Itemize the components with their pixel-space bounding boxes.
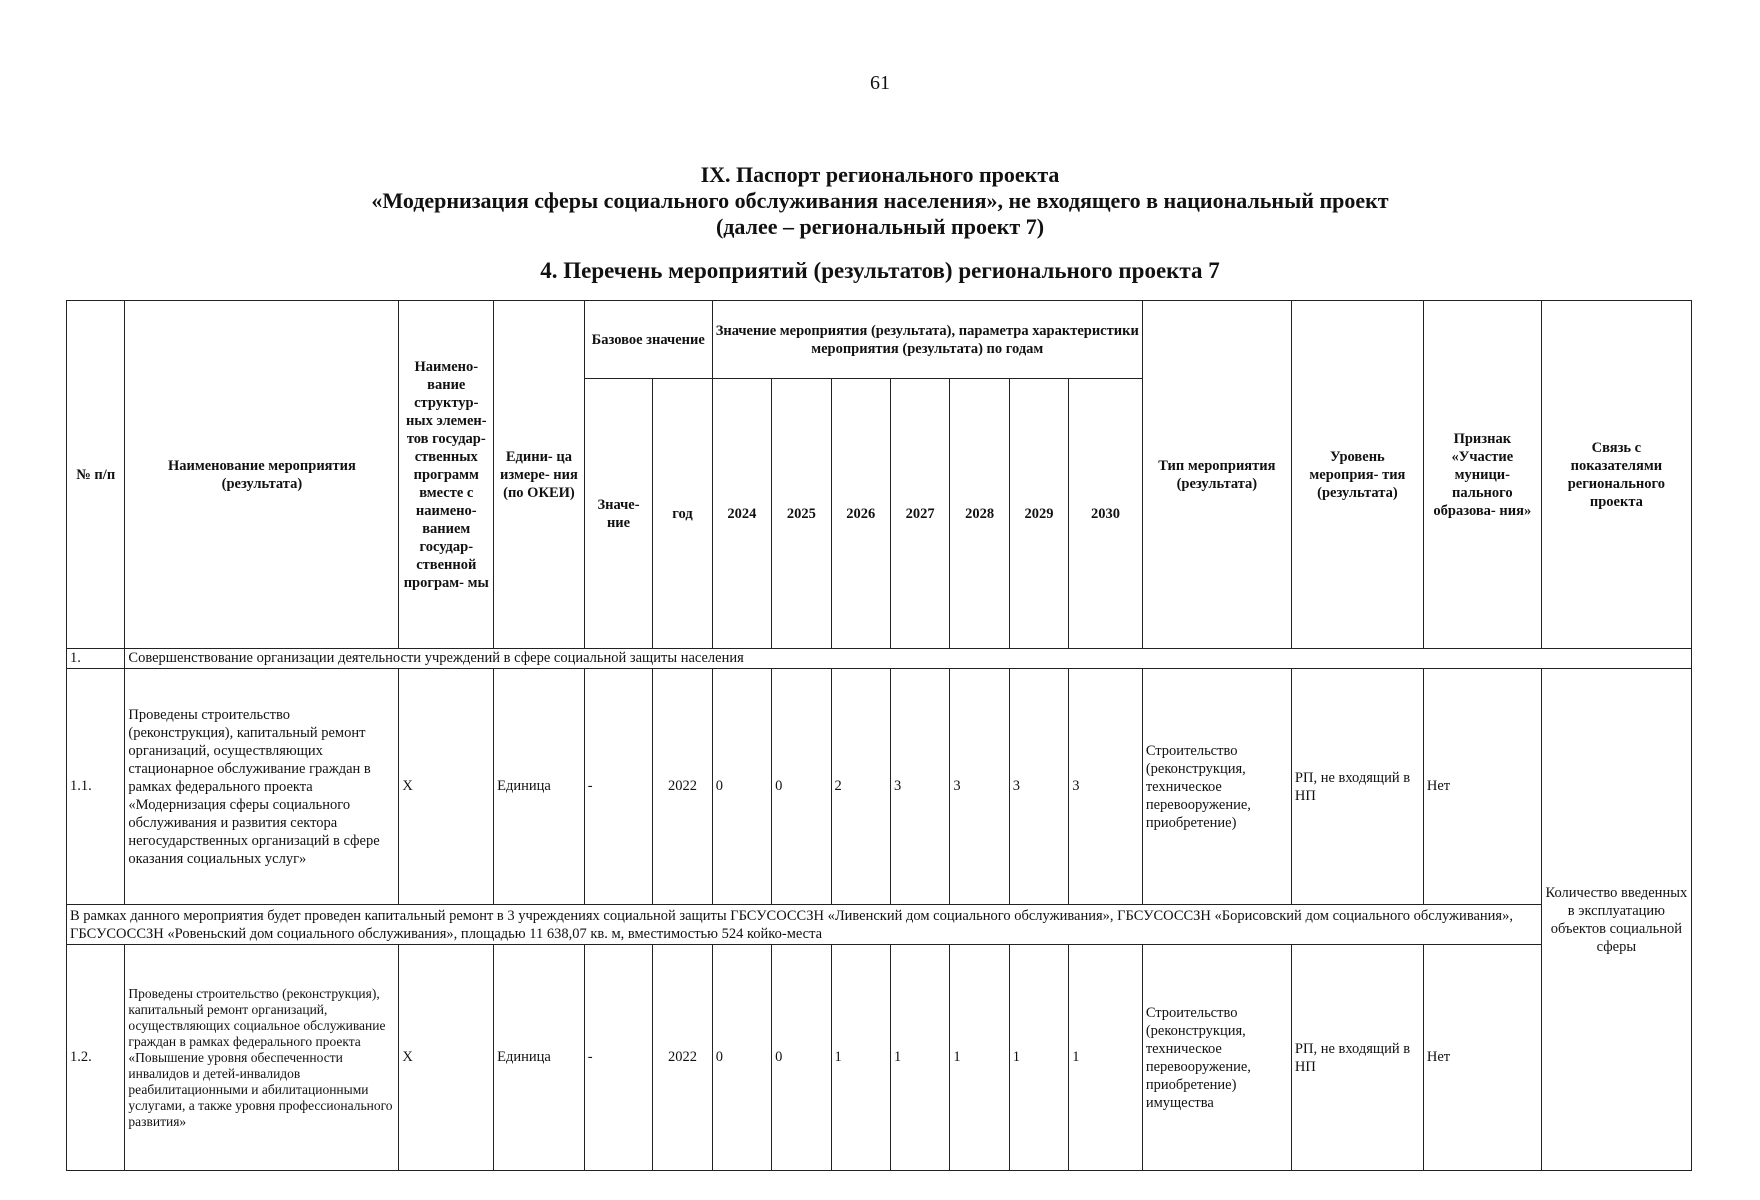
row-value: 1 (890, 945, 949, 1171)
header-base-year: год (653, 379, 712, 649)
row-type: Строительство (реконструкция, техническое перевооружение, приобретение) (1142, 669, 1291, 905)
header-base: Базовое значение (584, 301, 712, 379)
row-municipal: Нет (1423, 669, 1541, 905)
row-value: 1 (950, 945, 1009, 1171)
note-row (67, 905, 1692, 945)
row-municipal: Нет (1423, 945, 1541, 1171)
header-name: Наименование мероприятия (результата) (125, 301, 399, 649)
row-num: 1.2. (67, 945, 125, 1171)
document-title (0, 162, 1760, 240)
row-level: РП, не входящий в НП (1291, 945, 1423, 1171)
table-row (67, 945, 1692, 1171)
row-value: 0 (772, 945, 831, 1171)
row-value: 2 (831, 669, 890, 905)
row-value: 3 (950, 669, 1009, 905)
row-unit: Единица (494, 669, 585, 905)
header-year: 2028 (950, 379, 1009, 649)
row-value: 1 (831, 945, 890, 1171)
section-title: Совершенствование организации деятельности учреждений в сфере социальной защиты населения (125, 649, 1692, 669)
header-year: 2024 (712, 379, 771, 649)
row-num: 1.1. (67, 669, 125, 905)
row-value: 3 (890, 669, 949, 905)
row-value: 1 (1009, 945, 1068, 1171)
row-value: 3 (1009, 669, 1068, 905)
row-struct: Х (399, 945, 494, 1171)
row-value: 0 (772, 669, 831, 905)
header-year: 2025 (772, 379, 831, 649)
title-line-3: (далее – региональный проект 7) (715, 214, 1045, 239)
row-value: 1 (1069, 945, 1143, 1171)
table-row (67, 669, 1692, 905)
header-year: 2026 (831, 379, 890, 649)
row-base-value: - (584, 669, 653, 905)
header-unit: Едини- ца измере- ния (по ОКЕИ) (494, 301, 585, 649)
row-name: Проведены строительство (реконструкция), капитальный ремонт организаций, осуществляющих социальное обслуживание граждан в рамках федерального проекта «Повышение уровня обеспеченности инвалидов и детей-инвалидов реабилитационными и абилитационными услугами, а также уровня профессионального развития» (125, 945, 399, 1171)
header-years-group: Значение мероприятия (результата), параметра характеристики мероприятия (результата) по годам (712, 301, 1142, 379)
row-base-year: 2022 (653, 945, 712, 1171)
row-unit: Единица (494, 945, 585, 1171)
header-row-1 (67, 301, 1692, 379)
section-row (67, 649, 1692, 669)
row-link: Количество введенных в эксплуатацию объектов социальной сферы (1541, 669, 1691, 1171)
header-year: 2029 (1009, 379, 1068, 649)
row-base-year: 2022 (653, 669, 712, 905)
header-base-value: Значе- ние (584, 379, 653, 649)
header-link: Связь с показателями регионального проекта (1541, 301, 1691, 649)
header-type: Тип мероприятия (результата) (1142, 301, 1291, 649)
row-value: 0 (712, 945, 771, 1171)
row-base-value: - (584, 945, 653, 1171)
page-number: 61 (870, 72, 890, 94)
row-level: РП, не входящий в НП (1291, 669, 1423, 905)
title-line-2: «Модернизация сферы социального обслуживания населения», не входящего в национальный проект (371, 188, 1389, 213)
row-note: В рамках данного мероприятия будет проведен капитальный ремонт в 3 учреждениях социальной защиты ГБСУСОССЗН «Ливенский дом социального обслуживания», ГБСУСОССЗН «Борисовский дом социального обслуживания», ГБСУСОССЗН «Ровеньский дом социального обслуживания», площадью 11 638,07 кв. м, вместимостью 524 койко-места (67, 905, 1542, 945)
header-struct: Наимено- вание структур- ных элемен- тов государ- ственных программ вместе с наимено- ванием государ- ственной програм- мы (399, 301, 494, 649)
header-municipal: Признак «Участие муници- пального образова- ния» (1423, 301, 1541, 649)
title-line-1: IX. Паспорт регионального проекта (700, 162, 1060, 187)
activities-table (66, 300, 1692, 1171)
header-year: 2030 (1069, 379, 1143, 649)
row-name: Проведены строительство (реконструкция), капитальный ремонт организаций, осуществляющих стационарное обслуживание граждан в рамках федерального проекта «Модернизация сферы социального обслуживания и развития сектора негосударственных организаций в сфере оказания социальных услуг» (125, 669, 399, 905)
row-value: 0 (712, 669, 771, 905)
header-level: Уровень мероприя- тия (результата) (1291, 301, 1423, 649)
row-value: 3 (1069, 669, 1143, 905)
section-num: 1. (67, 649, 125, 669)
section-subtitle: 4. Перечень мероприятий (результатов) регионального проекта 7 (540, 258, 1220, 283)
header-num: № п/п (67, 301, 125, 649)
header-year: 2027 (890, 379, 949, 649)
row-type: Строительство (реконструкция, техническое перевооружение, приобретение) имущества (1142, 945, 1291, 1171)
row-struct: Х (399, 669, 494, 905)
